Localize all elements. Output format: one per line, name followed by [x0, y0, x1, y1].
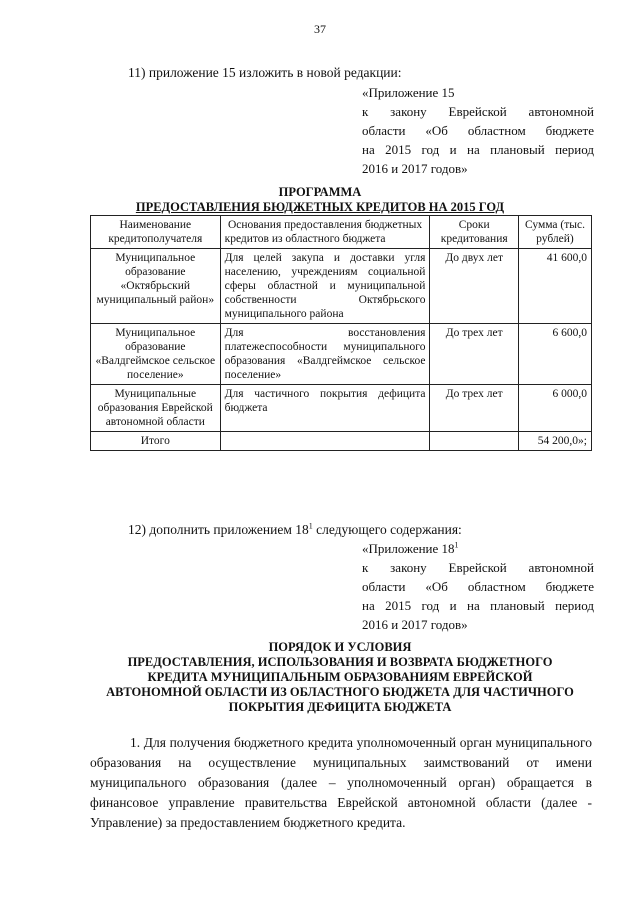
total-label: Итого — [91, 432, 221, 451]
credits-table — [90, 215, 592, 451]
total-value: 54 200,0»; — [518, 432, 591, 451]
annex-18-title: «Приложение 18 — [362, 541, 455, 556]
program-heading — [60, 185, 580, 215]
program-subtitle: ПРЕДОСТАВЛЕНИЯ БЮДЖЕТНЫХ КРЕДИТОВ НА 2015 ГОД — [135, 200, 505, 214]
item-12-text: 12) дополнить приложением 18 — [128, 522, 309, 537]
table-total-row — [91, 432, 592, 451]
cell-basis: Для целей закупа и доставки угля населению, учреждениям социальной сферы областной и муниципальной собственности Октябрьского муниципального района — [220, 249, 430, 324]
item-12-tail: следующего содержания: — [312, 522, 462, 537]
annex-15-line: к закону Еврейской автономной — [362, 104, 594, 119]
annex-15-caption — [362, 83, 594, 178]
cell-recipient: Муниципальные образования Еврейской автономной области — [91, 385, 221, 432]
cell-term: До трех лет — [430, 385, 518, 432]
annex-15-line: 2016 и 2017 годов» — [362, 161, 468, 176]
table-header-row — [91, 216, 592, 249]
cell-term: До двух лет — [430, 249, 518, 324]
page-number: 37 — [314, 22, 326, 36]
annex-15-line: на 2015 год и на плановый период — [362, 142, 594, 157]
header-recipient: Наименование кредитополучателя — [91, 216, 221, 249]
header-amount: Сумма (тыс. рублей) — [518, 216, 591, 249]
procedure-line: ПРЕДОСТАВЛЕНИЯ, ИСПОЛЬЗОВАНИЯ И ВОЗВРАТА БЮДЖЕТНОГО — [127, 655, 553, 669]
cell-amount: 6 000,0 — [518, 385, 591, 432]
annex-18-sup: 1 — [454, 540, 459, 550]
procedure-line: АВТОНОМНОЙ ОБЛАСТИ ИЗ ОБЛАСТНОГО БЮДЖЕТА ДЛЯ ЧАСТИЧНОГО — [106, 685, 574, 699]
program-title: ПРОГРАММА — [278, 185, 362, 199]
procedure-heading — [60, 640, 620, 715]
procedure-line: ПОКРЫТИЯ ДЕФИЦИТА БЮДЖЕТА — [228, 700, 452, 714]
cell-recipient: Муниципальное образование «Валдгеймское сельское поселение» — [91, 324, 221, 385]
annex-18-caption — [362, 539, 594, 634]
cell-amount: 6 600,0 — [518, 324, 591, 385]
cell-recipient: Муниципальное образование «Октябрьский муниципальный район» — [91, 249, 221, 324]
annex-18-line: к закону Еврейской автономной — [362, 560, 594, 575]
procedure-title: ПОРЯДОК И УСЛОВИЯ — [268, 640, 412, 654]
total-empty-term — [430, 432, 518, 451]
item-11: 11) приложение 15 изложить в новой редакции: — [128, 65, 402, 80]
annex-18-line: на 2015 год и на плановый период — [362, 598, 594, 613]
annex-18-line: области «Об областном бюджете — [362, 579, 594, 594]
annex-18-line: 2016 и 2017 годов» — [362, 617, 468, 632]
paragraph-1-text: 1. Для получения бюджетного кредита уполномоченный орган муниципального образования на осуществление муниципальных заимствований от имени муниципального образования (далее – уполномоченный орган) обращается в финансовое управление правительства Еврейской автономной области (далее - Управление) за предоставлением бюджетного кредита. — [90, 735, 592, 830]
item-12 — [128, 521, 462, 539]
annex-15-title: «Приложение 15 — [362, 85, 455, 100]
paragraph-1 — [90, 733, 592, 833]
table-row — [91, 249, 592, 324]
cell-amount: 41 600,0 — [518, 249, 591, 324]
table-row — [91, 324, 592, 385]
cell-basis: Для восстановления платежеспособности муниципального образования «Валдгеймское сельское поселение» — [220, 324, 430, 385]
cell-term: До трех лет — [430, 324, 518, 385]
table-row — [91, 385, 592, 432]
item-12-sup: 1 — [308, 521, 313, 531]
annex-15-line: области «Об областном бюджете — [362, 123, 594, 138]
total-empty-basis — [220, 432, 430, 451]
procedure-line: КРЕДИТА МУНИЦИПАЛЬНЫМ ОБРАЗОВАНИЯМ ЕВРЕЙСКОЙ — [147, 670, 533, 684]
header-basis: Основания предоставления бюджетных кредитов из областного бюджета — [220, 216, 430, 249]
cell-basis: Для частичного покрытия дефицита бюджета — [220, 385, 430, 432]
header-term: Сроки кредитования — [430, 216, 518, 249]
